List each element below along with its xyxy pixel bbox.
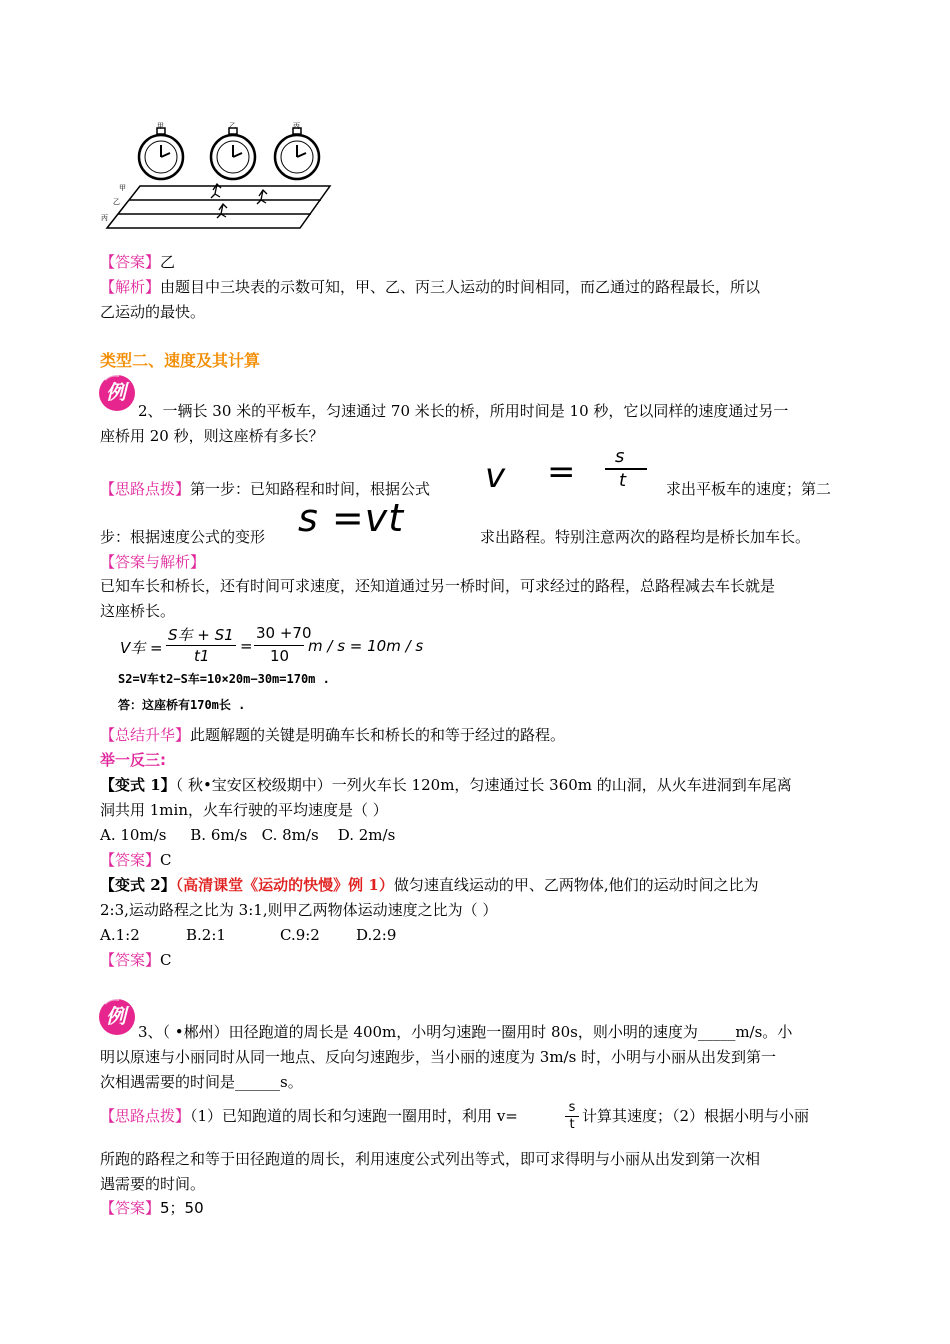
calc-lhs: V车 = — [120, 639, 163, 657]
answer-tag: 【答案】 — [100, 851, 161, 869]
option-a: A.1:2 — [100, 926, 140, 944]
q2-summary — [100, 725, 565, 745]
option-c: C.9:2 — [280, 926, 320, 944]
dial-label-jia: 甲 — [157, 122, 164, 130]
stopwatch-jia — [139, 128, 183, 179]
analysis-text: 由题目中三块表的示数可知，甲、乙、丙三人运动的时间相同，而乙通过的路程最长，所以 — [160, 278, 761, 296]
variant2-answer — [100, 950, 172, 970]
example-badge-label: 例 — [106, 1004, 126, 1028]
answer-analysis-text-cont: 这座桥长。 — [100, 602, 176, 620]
fraction-numerator: s — [568, 1100, 576, 1115]
variant1-text: （ 秋•宝安区校级期中）一列火车长 120m，匀速通过长 360m 的山洞，从火车进洞到车尾离 — [175, 776, 792, 794]
running-track — [107, 186, 330, 228]
answer-text: C — [160, 951, 172, 969]
calc-speed — [120, 624, 440, 668]
variant1-text-cont: 洞共用 1min，火车行驶的平均速度是（ ） — [100, 801, 388, 819]
hint-fraction — [565, 1100, 579, 1140]
hint-text-line2-right: 求出路程。特别注意两次的路程均是桥长加车长。 — [480, 528, 811, 546]
option-b: B.2:1 — [186, 926, 226, 944]
variant1-tag: 【变式 1】 — [100, 776, 176, 794]
section-title: 类型二、速度及其计算 — [100, 351, 261, 370]
variant1-options: A. 10m/s B. 6m/s C. 8m/s D. 2m/s — [100, 826, 396, 844]
calc-rest: m / s = 10m / s — [308, 637, 424, 655]
answer-analysis-tag: 【答案与解析】 — [100, 553, 206, 571]
calc-bar2 — [254, 645, 304, 646]
variant2-text-cont: 2:3,运动路程之比为 3:1,则甲乙两物体运动速度之比为（ ） — [100, 901, 498, 919]
q3-hint — [100, 1106, 518, 1126]
answer-text: C — [160, 851, 172, 869]
runner-icons — [211, 184, 267, 218]
hint-text-line3: 遇需要的时间。 — [100, 1175, 206, 1193]
calc-distance: S2=V车t2−S车=10×20m−30m=170m . — [118, 672, 330, 686]
analysis-text-cont: 乙运动的最快。 — [100, 303, 206, 321]
lane-label-yi: 乙 — [113, 198, 120, 206]
answer-tag: 【答案】 — [100, 253, 161, 271]
answer-tag: 【答案】 — [100, 951, 161, 969]
q1-analysis — [100, 277, 760, 297]
lane-label-bing: 丙 — [101, 214, 108, 222]
analysis-tag: 【解析】 — [100, 278, 161, 296]
answer-text: 乙 — [160, 253, 176, 271]
option-d: D.2:9 — [356, 926, 397, 944]
formula-equals: = — [547, 452, 576, 492]
calc-eq: = — [240, 637, 253, 655]
stopwatch-track-figure — [95, 120, 345, 232]
stopwatch-yi — [211, 128, 255, 179]
dial-label-yi: 乙 — [229, 122, 236, 130]
answer-text: 5；50 — [160, 1199, 204, 1217]
formula-v-eq-s-over-t — [485, 446, 660, 496]
variant2-tag: 【变式 2】 — [100, 876, 176, 894]
formula-v: v — [485, 456, 506, 496]
dial-label-bing: 丙 — [293, 122, 300, 130]
summary-tag: 【总结升华】 — [100, 726, 191, 744]
lane-label-jia: 甲 — [119, 184, 126, 192]
example-badge-label: 例 — [106, 380, 126, 404]
fraction-denominator: t — [565, 1116, 579, 1132]
hint-tag: 【思路点拨】 — [100, 480, 191, 498]
calc-num1: S车 + S1 — [168, 626, 234, 644]
q2-stem-cont: 座桥用 20 秒，则这座桥有多长？ — [100, 427, 324, 445]
variant2-text: 做匀速直线运动的甲、乙两物体,他们的运动时间之比为 — [393, 876, 759, 894]
q3-stem-cont2: 次相遇需要的时间是______s。 — [100, 1073, 303, 1091]
hint-tag: 【思路点拨】 — [100, 1107, 191, 1125]
q3-stem-cont: 明以原速与小丽同时从同一地点、反向匀速跑步，当小丽的速度为 3m/s 时，小明与小丽从出发到第一 — [100, 1048, 777, 1066]
formula-denominator: t — [619, 470, 627, 491]
answer-analysis-text: 已知车长和桥长，还有时间可求速度，还知道通过另一桥时间，可求经过的路程，总路程减去车长就是 — [100, 577, 776, 595]
calc-answer: 答：这座桥有170m长 . — [118, 698, 246, 712]
q3-stem: 3、（ •郴州）田径跑道的周长是 400m，小明匀速跑一圈用时 80s，则小明的速度为_____m/s。小 — [138, 1023, 793, 1041]
q2-stem: 2、一辆长 30 米的平板车，匀速通过 70 米长的桥，所用时间是 10 秒，它以同样的速度通过另一 — [138, 402, 789, 420]
summary-text: 此题解题的关键是明确车长和桥长的和等于经过的路程。 — [190, 726, 566, 744]
calc-den2: 10 — [270, 647, 290, 665]
practice-title: 举一反三: — [100, 751, 166, 769]
hint-text: （1）已知跑道的周长和匀速跑一圈用时，利用 v= — [190, 1107, 518, 1125]
calc-bar1 — [166, 645, 236, 646]
calc-den1: t1 — [194, 647, 210, 665]
hint-text: 第一步：已知路程和时间，根据公式 — [190, 480, 431, 498]
variant2 — [100, 875, 759, 895]
formula-numerator: s — [615, 446, 625, 467]
variant1 — [100, 775, 792, 795]
variant1-answer — [100, 850, 172, 870]
answer-tag: 【答案】 — [100, 1199, 161, 1217]
q1-answer — [100, 252, 175, 272]
variant2-source: （高清课堂《运动的快慢》例 1） — [175, 876, 394, 894]
q3-answer — [100, 1198, 204, 1218]
hint-text-line2: 所跑的路程之和等于田径跑道的周长，利用速度公式列出等式，即可求得明与小丽从出发到第一次相 — [100, 1150, 761, 1168]
hint-text-right: 求出平板车的速度；第二 — [666, 480, 832, 498]
hint-text-line2: 步：根据速度公式的变形 — [100, 528, 266, 546]
formula-s-eq-vt: s =vt — [298, 496, 405, 540]
hint-text-right: 计算其速度；（2）根据小明与小丽 — [582, 1107, 810, 1125]
stopwatch-bing — [275, 128, 319, 179]
calc-num2: 30 +70 — [256, 624, 312, 642]
